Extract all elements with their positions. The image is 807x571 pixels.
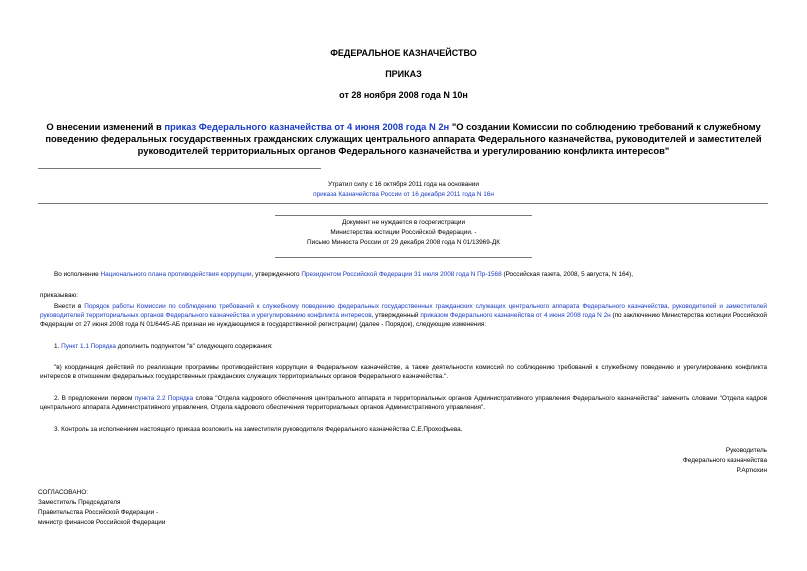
item-1-num: 1.: [54, 343, 62, 350]
signature-name: Р.Артюхин: [736, 467, 767, 474]
approval-position-2: Правительства Российской Федерации -: [38, 509, 159, 516]
approval-position-1: Заместитель Председателя: [38, 499, 121, 506]
status-link[interactable]: приказа Казначейства России от 16 декабря 2011 года N 16н: [313, 191, 494, 198]
subject-link[interactable]: приказ Федерального казначейства от 4 июня 2008 года N 2н: [164, 121, 450, 132]
item-2-link[interactable]: пункта 2.2 Порядка: [134, 395, 194, 402]
registration-line-1: Документ не нуждается в госрегистрации: [341, 219, 466, 226]
item-1-quote: "в) координация действий по реализации программы противодействия коррупции в Федеральном казначействе, а также деятельности комиссий по соблюдению требований к служебному поведению и урегулированию конфликта интересов в отношении федеральных государственных гражданских служащих территориальных органов Федерального казначейства.".: [40, 364, 767, 380]
item-1: [40, 342, 767, 351]
amend-mid: , утвержденный: [371, 312, 421, 319]
basis-mid: , утвержденного: [251, 271, 302, 278]
approval-block: [38, 488, 165, 527]
paragraph-amend: [40, 302, 767, 329]
treasury-order-link[interactable]: приказом Федерального казначейства от 4 июня 2008 года N 2н: [420, 312, 611, 319]
approval-position-3: министр финансов Российской Федерации: [38, 519, 166, 526]
divider-registration-bottom: [275, 257, 532, 258]
doc-subject: [40, 121, 767, 157]
status-link-row: [0, 190, 807, 199]
subject-prefix: О внесении изменений в: [46, 121, 165, 132]
doc-date-number: от 28 ноября 2008 года N 10н: [339, 90, 468, 100]
basis-prefix: Во исполнение: [54, 271, 101, 278]
anticorruption-plan-link[interactable]: Национального плана противодействия коррупции: [100, 271, 252, 278]
amend-suffix: (по заключению Министерства юстиции Российской Федерации от 27 июня 2008 года N 01/6445-АБ признан не нуждающимся в государственной регистрации) (далее - Порядок), следующие изменения:: [40, 312, 767, 328]
order-word: приказываю:: [40, 292, 78, 299]
signature-position: Руководитель: [725, 447, 767, 454]
status-line: Утратил силу с 16 октября 2011 года на основании: [328, 181, 479, 188]
subject-suffix: "О создании Комиссии по соблюдению требований к служебному поведению федеральных государственных гражданских служащих центрального аппарата Федерального казначейства, руководителей и заместителей руководителей территориальных органов Федерального казначейства и урегулированию конфликта интересов": [45, 121, 762, 156]
divider-full: [38, 203, 768, 204]
signature-block: [683, 446, 767, 475]
divider-registration-top: [275, 215, 532, 216]
agency-title: ФЕДЕРАЛЬНОЕ КАЗНАЧЕЙСТВО: [330, 48, 477, 58]
item-2-prefix: 2. В предложении первом: [54, 395, 135, 402]
doc-type-title: ПРИКАЗ: [385, 69, 422, 79]
item-3: 3. Контроль за исполнением настоящего приказа возложить на заместителя руководителя Федерального казначейства С.Е.Прохофьева.: [54, 426, 463, 433]
commission-procedure-link[interactable]: Порядок работы Комиссии по соблюдению требований к служебному поведению федеральных государственных гражданских служащих центрального аппарата Федерального казначейства, руководителей и заместителей руководителей территориальных органов Федерального казначейства и урегулированию конфликта интересов: [40, 303, 768, 319]
item-1-suffix: дополнить подпунктом "в" следующего содержания:: [115, 343, 273, 350]
amend-prefix: Внести в: [54, 303, 85, 310]
signature-agency: Федерального казначейства: [682, 457, 767, 464]
approval-title: СОГЛАСОВАНО:: [38, 489, 88, 496]
divider-short: [38, 168, 321, 169]
registration-line-3: Письмо Минюста России от 29 декабря 2008 года N 01/13969-ДК: [307, 239, 500, 246]
basis-suffix: (Российская газета, 2008, 5 августа, N 164),: [501, 271, 634, 278]
paragraph-basis: [40, 270, 767, 279]
registration-line-2: Министерства юстиции Российской Федерации. -: [330, 229, 477, 236]
item-2-suffix: слова "Отдела кадрового обеспечения центрального аппарата и территориальных органов Административного управления Федерального казначейства" заменить словами "Отдела кадров центрального аппарата Административного управления, Отдела кадрового обеспечения территориальных органов Административного управления".: [40, 395, 767, 411]
item-2: [40, 394, 767, 412]
item-1-link[interactable]: Пункт 1.1 Порядка: [61, 343, 116, 350]
president-order-link[interactable]: Президентом Российской Федерации 31 июля 2008 года N Пр-1568: [301, 271, 502, 278]
